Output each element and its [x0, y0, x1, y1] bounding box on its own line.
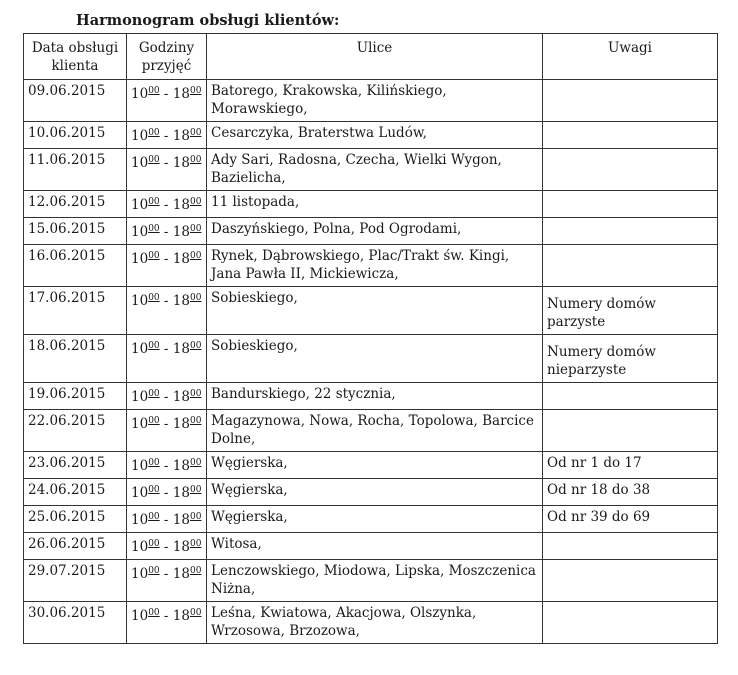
hour-from: 10: [131, 458, 149, 474]
date-cell: 30.06.2015: [24, 602, 127, 644]
streets-cell: Magazynowa, Nowa, Rocha, Topolowa, Barcice Dolne,: [207, 410, 543, 452]
hour-from: 10: [131, 155, 149, 171]
date-cell: 22.06.2015: [24, 410, 127, 452]
hour-to: 18: [172, 251, 190, 267]
notes-cell: [543, 533, 718, 560]
schedule-table: [23, 33, 718, 644]
header-hours: Godziny przyjęć: [127, 34, 207, 80]
hour-from: 10: [131, 293, 149, 309]
streets-cell: Węgierska,: [207, 506, 543, 533]
table-row: [24, 452, 718, 479]
hours-cell: $10^{00} - 18^{00}$: [127, 452, 207, 479]
streets-cell: Batorego, Krakowska, Kilińskiego, Morawskiego,: [207, 80, 543, 122]
streets-cell: Węgierska,: [207, 452, 543, 479]
date-cell: 25.06.2015: [24, 506, 127, 533]
table-row: [24, 245, 718, 287]
table-row: [24, 80, 718, 122]
minute-to: 00: [189, 251, 202, 261]
hours-cell: $10^{00} - 18^{00}$: [127, 149, 207, 191]
date-cell: 19.06.2015: [24, 383, 127, 410]
hour-from: 10: [131, 86, 149, 102]
minute-to: 00: [189, 608, 202, 618]
hour-from: 10: [131, 128, 149, 144]
table-row: [24, 533, 718, 560]
date-cell: 11.06.2015: [24, 149, 127, 191]
hour-to: 18: [172, 389, 190, 405]
hour-to: 18: [172, 512, 190, 528]
hours-cell: $10^{00} - 18^{00}$: [127, 602, 207, 644]
table-row: [24, 506, 718, 533]
notes-cell: Od nr 39 do 69: [543, 506, 718, 533]
hour-from: 10: [131, 224, 149, 240]
minute-to: 00: [189, 224, 202, 234]
hours-cell: $10^{00} - 18^{00}$: [127, 191, 207, 218]
minute-to: 00: [189, 341, 202, 351]
minute-to: 00: [189, 389, 202, 399]
minute-from: 00: [148, 416, 160, 426]
header-row: [24, 34, 718, 80]
minute-from: 00: [148, 608, 160, 618]
table-row: [24, 218, 718, 245]
hour-to: 18: [172, 608, 190, 624]
table-row: [24, 479, 718, 506]
table-row: [24, 602, 718, 644]
date-cell: 15.06.2015: [24, 218, 127, 245]
notes-cell: [543, 560, 718, 602]
table-row: [24, 335, 718, 383]
hours-cell: $10^{00} - 18^{00}$: [127, 122, 207, 149]
hour-to: 18: [172, 566, 190, 582]
date-cell: 24.06.2015: [24, 479, 127, 506]
notes-cell: [543, 218, 718, 245]
minute-from: 00: [148, 458, 160, 468]
header-notes: Uwagi: [543, 34, 718, 80]
hours-cell: $10^{00} - 18^{00}$: [127, 506, 207, 533]
minute-from: 00: [148, 128, 160, 138]
minute-to: 00: [189, 293, 202, 303]
hours-cell: $10^{00} - 18^{00}$: [127, 533, 207, 560]
hours-cell: $10^{00} - 18^{00}$: [127, 410, 207, 452]
minute-to: 00: [189, 128, 202, 138]
minute-from: 00: [148, 485, 160, 495]
hours-cell: $10^{00} - 18^{00}$: [127, 245, 207, 287]
header-date: Data obsługi klienta: [24, 34, 127, 80]
streets-cell: Sobieskiego,: [207, 287, 543, 335]
date-cell: 17.06.2015: [24, 287, 127, 335]
hours-cell: $10^{00} - 18^{00}$: [127, 80, 207, 122]
notes-cell: [543, 122, 718, 149]
notes-cell: [543, 245, 718, 287]
streets-cell: Daszyńskiego, Polna, Pod Ogrodami,: [207, 218, 543, 245]
date-cell: 26.06.2015: [24, 533, 127, 560]
date-cell: 10.06.2015: [24, 122, 127, 149]
hour-to: 18: [172, 293, 190, 309]
minute-to: 00: [189, 539, 202, 549]
minute-from: 00: [148, 224, 160, 234]
minute-from: 00: [148, 566, 160, 576]
hour-to: 18: [172, 416, 190, 432]
minute-to: 00: [189, 512, 202, 522]
table-row: [24, 287, 718, 335]
table-row: [24, 383, 718, 410]
schedule-title: Harmonogram obsługi klientów:: [76, 12, 340, 29]
table-row: [24, 410, 718, 452]
hour-from: 10: [131, 512, 149, 528]
minute-to: 00: [189, 155, 202, 165]
hour-to: 18: [172, 86, 190, 102]
hour-to: 18: [172, 485, 190, 501]
date-cell: 16.06.2015: [24, 245, 127, 287]
hour-to: 18: [172, 458, 190, 474]
minute-from: 00: [148, 341, 160, 351]
minute-to: 00: [189, 86, 202, 96]
hour-from: 10: [131, 389, 149, 405]
date-cell: 23.06.2015: [24, 452, 127, 479]
streets-cell: Ady Sari, Radosna, Czecha, Wielki Wygon, Bazielicha,: [207, 149, 543, 191]
hours-cell: $10^{00} - 18^{00}$: [127, 218, 207, 245]
hour-to: 18: [172, 128, 190, 144]
minute-to: 00: [189, 458, 202, 468]
hour-from: 10: [131, 608, 149, 624]
notes-cell: Od nr 18 do 38: [543, 479, 718, 506]
header-streets: Ulice: [207, 34, 543, 80]
notes-cell: Od nr 1 do 17: [543, 452, 718, 479]
minute-to: 00: [189, 485, 202, 495]
notes-cell: [543, 383, 718, 410]
streets-cell: 11 listopada,: [207, 191, 543, 218]
streets-cell: Cesarczyka, Braterstwa Ludów,: [207, 122, 543, 149]
minute-to: 00: [189, 197, 202, 207]
notes-cell: [543, 80, 718, 122]
notes-cell: [543, 602, 718, 644]
date-cell: 09.06.2015: [24, 80, 127, 122]
minute-from: 00: [148, 293, 160, 303]
date-cell: 29.07.2015: [24, 560, 127, 602]
minute-from: 00: [148, 155, 160, 165]
minute-to: 00: [189, 416, 202, 426]
streets-cell: Rynek, Dąbrowskiego, Plac/Trakt św. Kingi, Jana Pawła II, Mickiewicza,: [207, 245, 543, 287]
hour-from: 10: [131, 566, 149, 582]
notes-cell: [543, 149, 718, 191]
hours-cell: $10^{00} - 18^{00}$: [127, 335, 207, 383]
minute-from: 00: [148, 251, 160, 261]
hour-from: 10: [131, 251, 149, 267]
streets-cell: Witosa,: [207, 533, 543, 560]
notes-cell: Numery domów nieparzyste: [543, 335, 718, 383]
notes-cell: [543, 191, 718, 218]
hour-from: 10: [131, 416, 149, 432]
notes-cell: [543, 410, 718, 452]
notes-cell: Numery domów parzyste: [543, 287, 718, 335]
hour-to: 18: [172, 341, 190, 357]
hour-from: 10: [131, 539, 149, 555]
streets-cell: Lenczowskiego, Miodowa, Lipska, Moszczenica Niżna,: [207, 560, 543, 602]
minute-from: 00: [148, 86, 160, 96]
hours-cell: $10^{00} - 18^{00}$: [127, 479, 207, 506]
table-row: [24, 149, 718, 191]
hour-to: 18: [172, 539, 190, 555]
date-cell: 18.06.2015: [24, 335, 127, 383]
date-cell: 12.06.2015: [24, 191, 127, 218]
streets-cell: Węgierska,: [207, 479, 543, 506]
minute-from: 00: [148, 389, 160, 399]
hours-cell: $10^{00} - 18^{00}$: [127, 287, 207, 335]
table-row: [24, 122, 718, 149]
minute-from: 00: [148, 539, 160, 549]
table-row: [24, 191, 718, 218]
minute-from: 00: [148, 512, 160, 522]
table-row: [24, 560, 718, 602]
minute-to: 00: [189, 566, 202, 576]
hours-cell: $10^{00} - 18^{00}$: [127, 560, 207, 602]
hours-cell: $10^{00} - 18^{00}$: [127, 383, 207, 410]
hour-from: 10: [131, 485, 149, 501]
hour-to: 18: [172, 224, 190, 240]
streets-cell: Leśna, Kwiatowa, Akacjowa, Olszynka, Wrzosowa, Brzozowa,: [207, 602, 543, 644]
hour-to: 18: [172, 155, 190, 171]
hour-from: 10: [131, 197, 149, 213]
hour-from: 10: [131, 341, 149, 357]
streets-cell: Bandurskiego, 22 stycznia,: [207, 383, 543, 410]
minute-from: 00: [148, 197, 160, 207]
streets-cell: Sobieskiego,: [207, 335, 543, 383]
hour-to: 18: [172, 197, 190, 213]
